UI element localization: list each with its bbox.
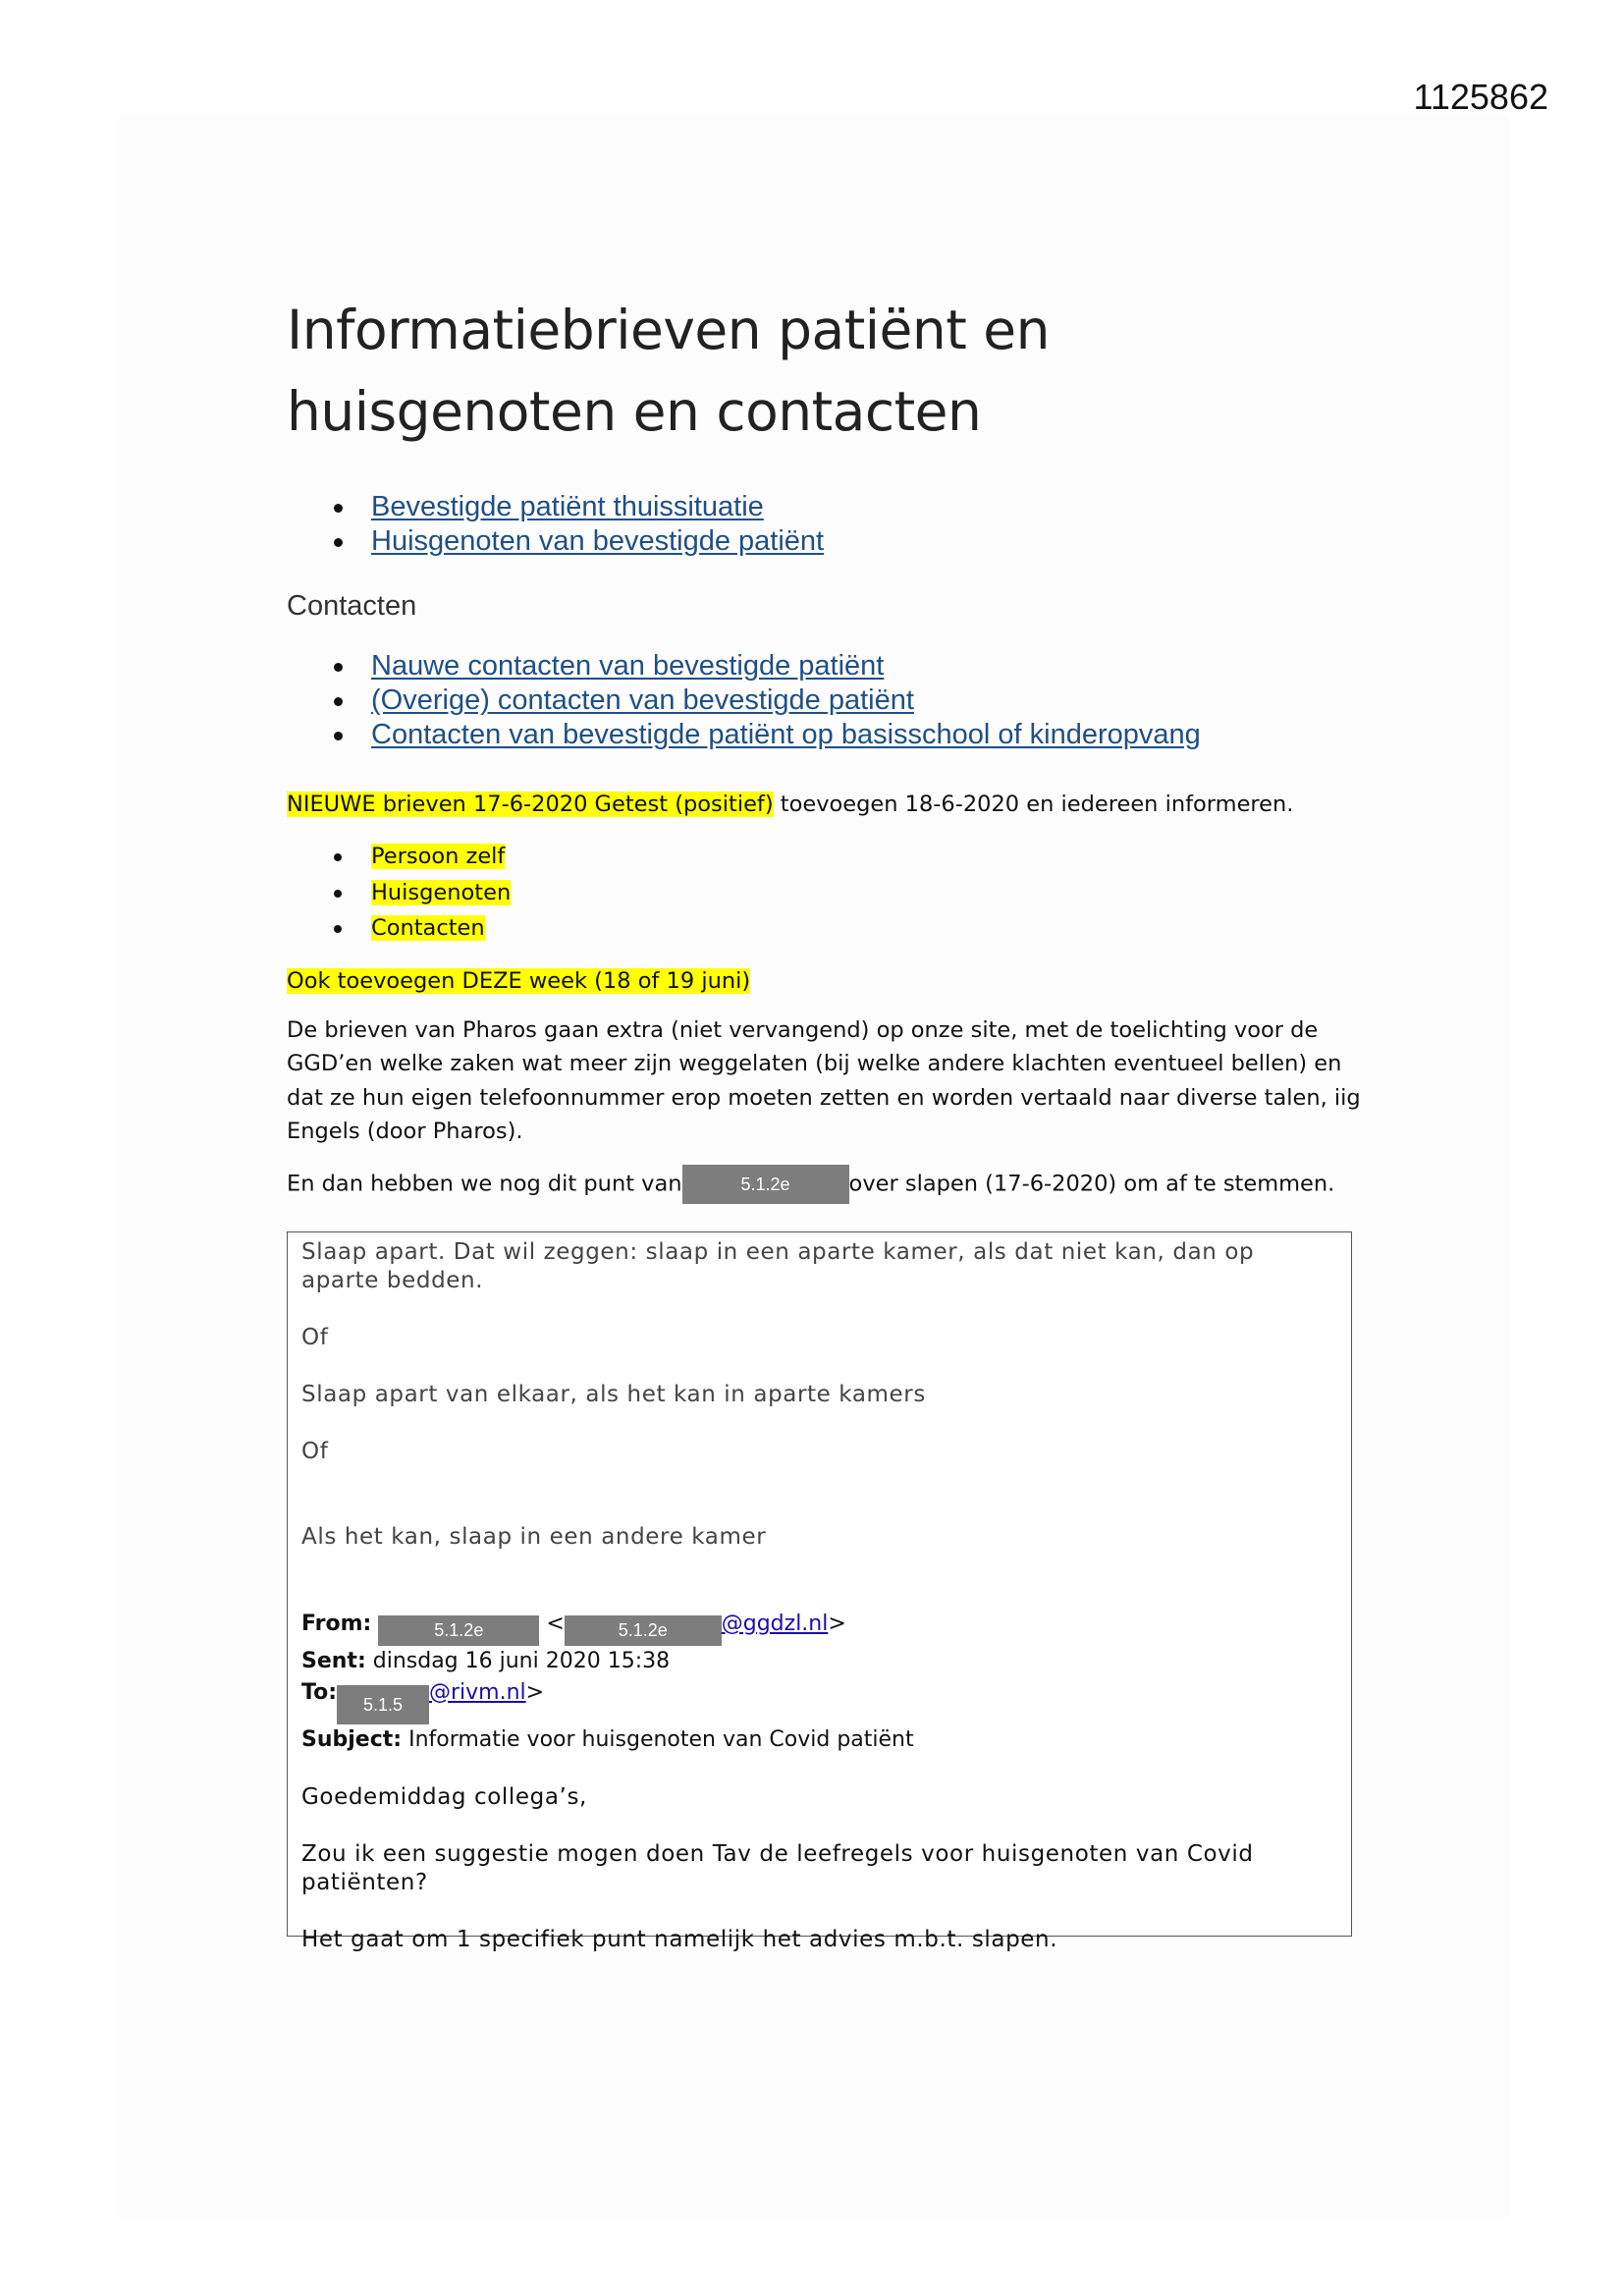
redaction-box: 5.1.2e bbox=[682, 1165, 849, 1204]
subject-label: Subject: bbox=[301, 1726, 403, 1752]
highlighted-text: NIEUWE brieven 17-6-2020 Getest (positief) bbox=[287, 792, 774, 817]
list-item bbox=[287, 524, 1357, 559]
list-item bbox=[287, 875, 1357, 911]
to-row bbox=[301, 1677, 1337, 1724]
recipient-contacten: Contacten bbox=[371, 915, 485, 941]
recipient-huisgenoten: Huisgenoten bbox=[371, 879, 512, 905]
link-nauwe-contacten[interactable]: Nauwe contacten van bevestigde patiënt bbox=[371, 650, 885, 682]
greeting-text: Goedemiddag collega’s, bbox=[301, 1784, 587, 1810]
link-overige-contacten[interactable]: (Overige) contacten van bevestigde patiënt bbox=[371, 684, 914, 716]
to-email-link[interactable]: @rivm.nl bbox=[429, 1679, 526, 1705]
list-item bbox=[287, 683, 1357, 718]
list-item bbox=[287, 718, 1357, 752]
body-text: Zou ik een suggestie mogen doen Tav de leefregels voor huisgenoten van Covid patiënten? bbox=[301, 1841, 1254, 1895]
highlighted-text: Ook toevoegen DEZE week (18 of 19 juni) bbox=[287, 967, 751, 994]
from-label: From: bbox=[301, 1612, 372, 1636]
this-week-paragraph bbox=[287, 964, 1357, 998]
to-gt: > bbox=[525, 1679, 545, 1705]
page-title bbox=[287, 290, 1357, 453]
subject-value: Informatie voor huisgenoten van Covid patiënt bbox=[408, 1726, 914, 1752]
sent-value: dinsdag 16 juni 2020 15:38 bbox=[372, 1649, 671, 1673]
pharos-paragraph: De brieven van Pharos gaan extra (niet vervangend) op onze site, met de toelichting voor de GGD’en welke zaken wat meer zijn weggelaten (bij welke andere klachten eventueel bellen) en dat ze hun eigen telefoonnummer erop moeten zetten en worden vertaald naar diverse talen, iig Engels (door Pharos). bbox=[287, 1016, 1361, 1144]
from-lt: < bbox=[546, 1612, 565, 1636]
redaction-box: 5.1.2e bbox=[378, 1615, 539, 1646]
advice-text: Als het kan, slaap in een andere kamer bbox=[301, 1524, 767, 1550]
point-paragraph bbox=[287, 1165, 1357, 1204]
or-text: Of bbox=[301, 1325, 329, 1350]
advice-text: Slaap apart van elkaar, als het kan in aparte kamers bbox=[301, 1382, 926, 1407]
title-line-2: huisgenoten en contacten bbox=[287, 380, 982, 443]
to-label: To: bbox=[301, 1679, 337, 1705]
paragraph-text: toevoegen 18-6-2020 en iedereen informeren. bbox=[773, 792, 1294, 817]
from-email-link[interactable]: @ggdzl.nl bbox=[721, 1612, 829, 1636]
paragraph-text: over slapen (17-6-2020) om af te stemmen. bbox=[848, 1171, 1335, 1196]
from-gt: > bbox=[828, 1612, 846, 1636]
document-number: 1125862 bbox=[1413, 77, 1548, 117]
link-basisschool-contacten[interactable]: Contacten van bevestigde patiënt op basisschool of kinderopvang bbox=[371, 719, 1201, 750]
contacts-links-list bbox=[287, 649, 1357, 752]
advice-text: Slaap apart. Dat wil zeggen: slaap in een aparte kamer, als dat niet kan, dan op aparte bedden. bbox=[301, 1239, 1255, 1293]
sent-label: Sent: bbox=[301, 1649, 366, 1673]
list-item bbox=[287, 839, 1357, 875]
sent-row bbox=[301, 1646, 1337, 1677]
title-line-1: Informatiebrieven patiënt en bbox=[287, 299, 1050, 361]
new-letters-paragraph bbox=[287, 788, 1357, 821]
redaction-box: 5.1.2e bbox=[565, 1615, 722, 1646]
email-header bbox=[301, 1609, 1337, 1755]
patient-links-list bbox=[287, 490, 1357, 559]
recipient-persoon-zelf: Persoon zelf bbox=[371, 844, 506, 869]
list-item bbox=[287, 490, 1357, 524]
recipients-list bbox=[287, 839, 1357, 947]
document-content bbox=[287, 290, 1361, 1204]
email-quote-box bbox=[287, 1231, 1352, 1952]
redaction-box: 5.1.5 bbox=[337, 1685, 429, 1724]
body-text: Het gaat om 1 specifiek punt namelijk het advies m.b.t. slapen. bbox=[301, 1927, 1058, 1952]
contacts-heading: Contacten bbox=[287, 590, 417, 622]
subject-row bbox=[301, 1724, 1337, 1756]
link-huisgenoten[interactable]: Huisgenoten van bevestigde patiënt bbox=[371, 525, 825, 557]
link-bevestigde-patient[interactable]: Bevestigde patiënt thuissituatie bbox=[371, 491, 764, 522]
list-item bbox=[287, 910, 1357, 947]
from-row bbox=[301, 1609, 1337, 1646]
list-item bbox=[287, 649, 1357, 683]
or-text: Of bbox=[301, 1439, 329, 1464]
paragraph-text: En dan hebben we nog dit punt van bbox=[287, 1171, 682, 1196]
